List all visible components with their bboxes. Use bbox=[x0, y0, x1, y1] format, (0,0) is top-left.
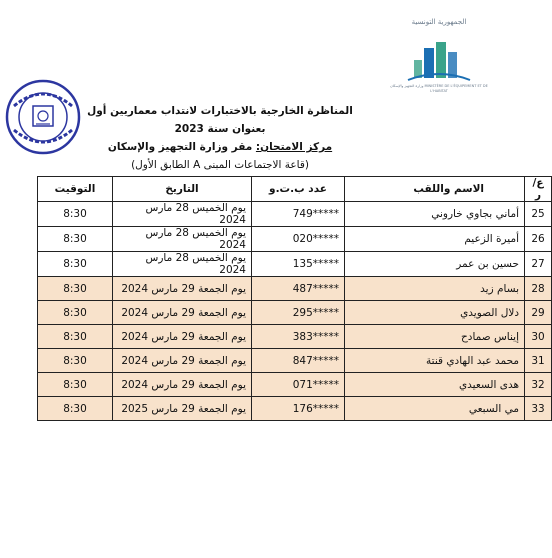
cell-num: 25 bbox=[525, 202, 552, 227]
table-row bbox=[38, 301, 552, 325]
cell-id-value: 487***** bbox=[292, 282, 339, 295]
table-row bbox=[38, 325, 552, 349]
cell-name: بسام زيد bbox=[345, 277, 525, 301]
cell-id-value: 295***** bbox=[292, 306, 339, 319]
candidates-table-wrapper bbox=[37, 176, 545, 421]
logo-text-bottom: وزارة التجهيز والإسكان MINISTÈRE DE L'ÉQUIPEMENT ET DE L'HABITAT bbox=[390, 84, 488, 93]
cell-time: 8:30 bbox=[38, 349, 113, 373]
exam-center-line bbox=[70, 138, 370, 156]
table-header-row bbox=[38, 177, 552, 202]
cell-id bbox=[252, 301, 345, 325]
cell-time: 8:30 bbox=[38, 397, 113, 421]
table-row bbox=[38, 202, 552, 227]
cell-name: مي السبعي bbox=[345, 397, 525, 421]
cell-id-value: 847***** bbox=[292, 354, 339, 367]
table-row bbox=[38, 373, 552, 397]
header-time: التوقيت bbox=[38, 177, 113, 202]
header-name: الاسم واللقب bbox=[345, 177, 525, 202]
table-row bbox=[38, 349, 552, 373]
cell-id bbox=[252, 252, 345, 277]
candidates-table bbox=[37, 176, 552, 421]
cell-time: 8:30 bbox=[38, 301, 113, 325]
table-row bbox=[38, 252, 552, 277]
exam-room: (قاعة الاجتماعات المبنى A الطابق الأول) bbox=[131, 159, 309, 171]
cell-time: 8:30 bbox=[38, 277, 113, 301]
cell-id bbox=[252, 373, 345, 397]
cell-date: يوم الخميس 28 مارس 2024 bbox=[113, 227, 252, 252]
cell-time: 8:30 bbox=[38, 325, 113, 349]
logo-text-top: الجمهورية التونسية bbox=[411, 18, 467, 26]
cell-date: يوم الجمعة 29 مارس 2024 bbox=[113, 301, 252, 325]
cell-date: يوم الجمعة 29 مارس 2024 bbox=[113, 349, 252, 373]
cell-id bbox=[252, 277, 345, 301]
exam-center-value: مقر وزارة التجهيز والإسكان bbox=[107, 141, 256, 153]
cell-id-value: 383***** bbox=[292, 330, 339, 343]
cell-time: 8:30 bbox=[38, 252, 113, 277]
document-header bbox=[70, 102, 370, 174]
cell-date: يوم الجمعة 29 مارس 2024 bbox=[113, 277, 252, 301]
cell-num: 27 bbox=[525, 252, 552, 277]
cell-date: يوم الخميس 28 مارس 2024 bbox=[113, 252, 252, 277]
cell-name: أميرة الزعيم bbox=[345, 227, 525, 252]
cell-date: يوم الجمعة 29 مارس 2024 bbox=[113, 325, 252, 349]
cell-id bbox=[252, 397, 345, 421]
exam-center-label: مركز الامتحان: bbox=[255, 141, 333, 153]
cell-num: 28 bbox=[525, 277, 552, 301]
cell-time: 8:30 bbox=[38, 227, 113, 252]
cell-name: هدى السعيدي bbox=[345, 373, 525, 397]
cell-name: محمد عبد الهادي قنتة bbox=[345, 349, 525, 373]
cell-id-value: 020***** bbox=[292, 233, 339, 245]
cell-name: أماني بجاوي خاروني bbox=[345, 202, 525, 227]
cell-time: 8:30 bbox=[38, 202, 113, 227]
cell-date: يوم الجمعة 29 مارس 2024 bbox=[113, 373, 252, 397]
cell-id-value: 749***** bbox=[292, 208, 339, 220]
cell-time: 8:30 bbox=[38, 373, 113, 397]
cell-num: 30 bbox=[525, 325, 552, 349]
ministry-logo-icon bbox=[404, 38, 474, 84]
cell-id bbox=[252, 349, 345, 373]
ministry-logo bbox=[386, 18, 492, 98]
cell-name: إيناس صمادح bbox=[345, 325, 525, 349]
cell-num: 31 bbox=[525, 349, 552, 373]
header-num: ع/ر bbox=[525, 177, 552, 202]
cell-name: دلال الصويدي bbox=[345, 301, 525, 325]
cell-name: حسين بن عمر bbox=[345, 252, 525, 277]
table-row bbox=[38, 227, 552, 252]
cell-num: 26 bbox=[525, 227, 552, 252]
header-date: التاريخ bbox=[113, 177, 252, 202]
cell-id bbox=[252, 227, 345, 252]
cell-id bbox=[252, 325, 345, 349]
cell-date: يوم الجمعة 29 مارس 2025 bbox=[113, 397, 252, 421]
cell-num: 29 bbox=[525, 301, 552, 325]
cell-num: 33 bbox=[525, 397, 552, 421]
header-id: عدد ب.ت.و bbox=[252, 177, 345, 202]
cell-id-value: 135***** bbox=[292, 258, 339, 270]
table-row bbox=[38, 277, 552, 301]
cell-id-value: 176***** bbox=[292, 402, 339, 415]
competition-title: المناظرة الخارجية بالاختبارات لانتداب معماريين أول بعنوان سنة 2023 bbox=[87, 105, 353, 135]
cell-num: 32 bbox=[525, 373, 552, 397]
cell-id-value: 071***** bbox=[292, 378, 339, 391]
cell-date: يوم الخميس 28 مارس 2024 bbox=[113, 202, 252, 227]
cell-id bbox=[252, 202, 345, 227]
table-row bbox=[38, 397, 552, 421]
